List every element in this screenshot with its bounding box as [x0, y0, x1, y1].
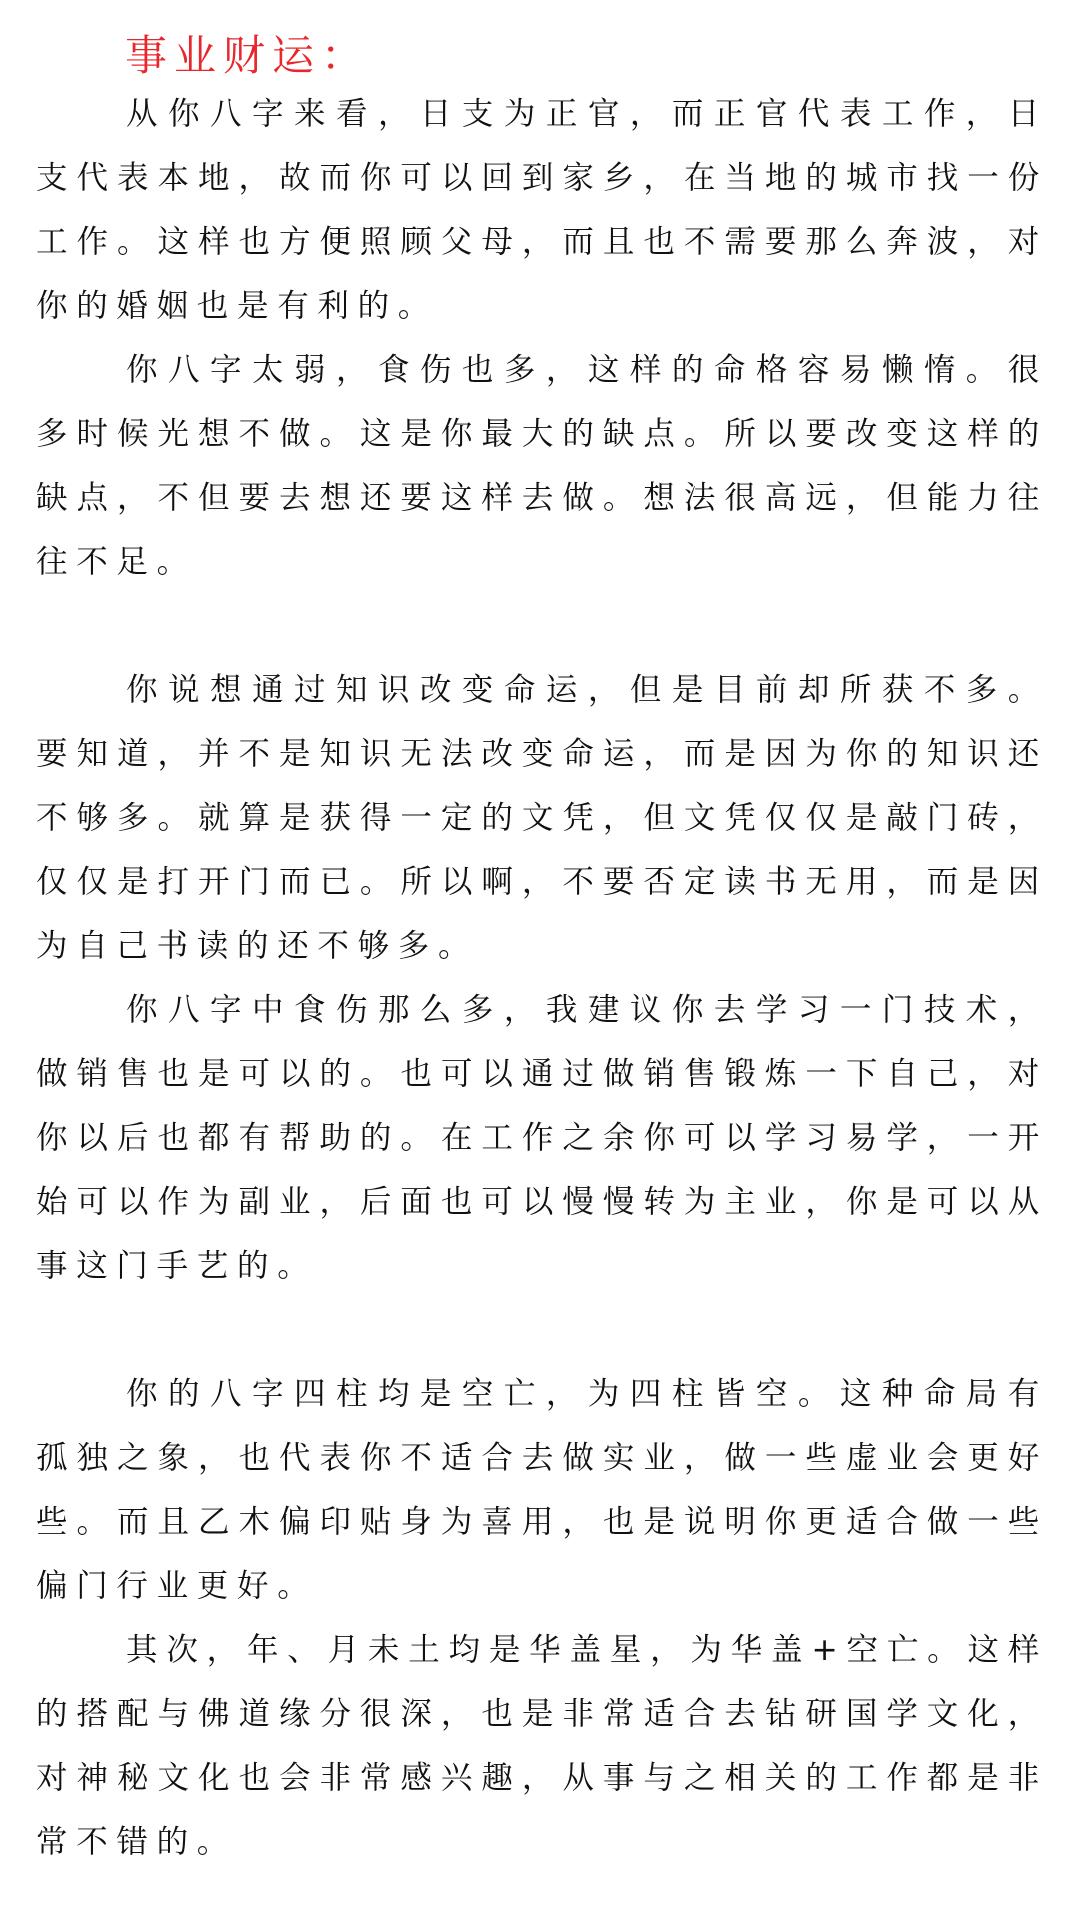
- paragraph-workplace: 从你八字来看，日支为正官，而正官代表工作，日支代表本地，故而你可以回到家乡，在当地的城市找一份工作。这样也方便照顾父母，而且也不需要那么奔波，对你的婚姻也是有利的。: [36, 96, 1048, 324]
- paragraph-kongwang: 你的八字四柱均是空亡，为四柱皆空。这种命局有孤独之象，也代表你不适合去做实业，做一些虚业会更好些。而且乙木偏印贴身为喜用，也是说明你更适合做一些偏门行业更好。: [36, 1376, 1048, 1604]
- section-title: 事业财运：: [125, 31, 371, 80]
- paragraph-skills: 你八字中食伤那么多，我建议你去学习一门技术，做销售也是可以的。也可以通过做销售锻炼一下自己，对你以后也都有帮助的。在工作之余你可以学习易学，一开始可以作为副业，后面也可以慢慢转为主业，你是可以从事这门手艺的。: [36, 992, 1048, 1284]
- paragraph-huagai: 其次，年、月未土均是华盖星，为华盖+空亡。这样的搭配与佛道缘分很深，也是非常适合去钻研国学文化，对神秘文化也会非常感兴趣，从事与之相关的工作都是非常不错的。: [36, 1632, 1048, 1860]
- paragraph-knowledge: 你说想通过知识改变命运，但是目前却所获不多。要知道，并不是知识无法改变命运，而是因为你的知识还不够多。就算是获得一定的文凭，但文凭仅仅是敲门砖，仅仅是打开门而已。所以啊，不要否定读书无用，而是因为自己书读的还不够多。: [36, 672, 1048, 964]
- paragraph-weakness: 你八字太弱，食伤也多，这样的命格容易懒惰。很多时候光想不做。这是你最大的缺点。所以要改变这样的缺点，不但要去想还要这样去做。想法很高远，但能力往往不足。: [36, 352, 1048, 580]
